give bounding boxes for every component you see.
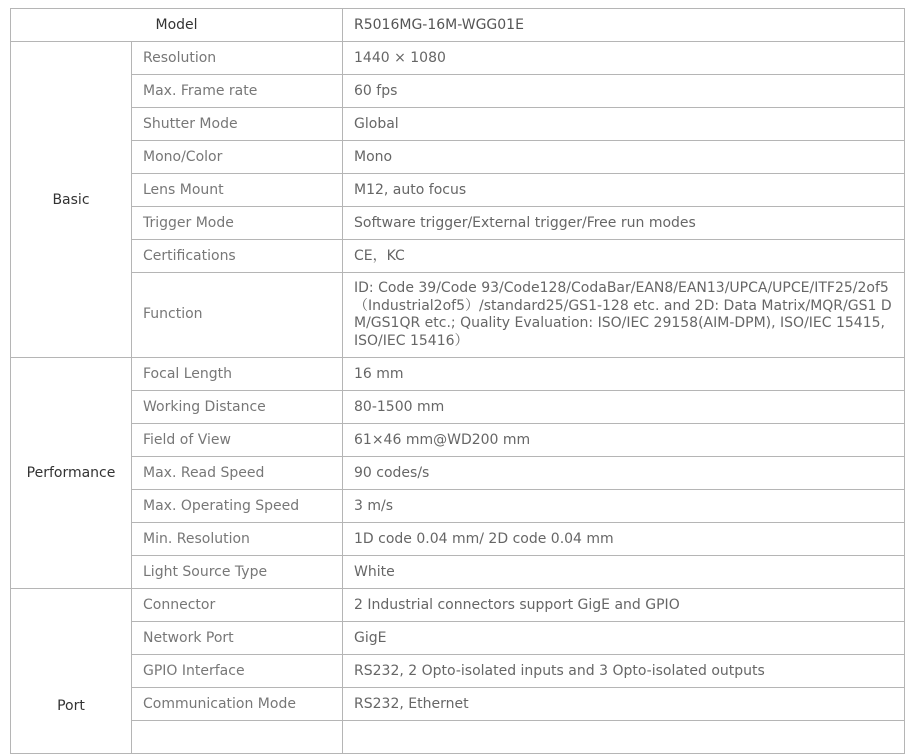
table-row [11, 358, 905, 391]
spec-value: 61×46 mm@WD200 mm [343, 424, 905, 457]
spec-value: 80-1500 mm [343, 391, 905, 424]
table-row [11, 42, 905, 75]
spec-label: Network Port [132, 622, 343, 655]
spec-label: Mono/Color [132, 141, 343, 174]
spec-label: GPIO Interface [132, 655, 343, 688]
table-row [11, 424, 905, 457]
spec-value: 3 m/s [343, 490, 905, 523]
table-row [11, 240, 905, 273]
spec-label: Working Distance [132, 391, 343, 424]
table-row [11, 523, 905, 556]
table-row [11, 108, 905, 141]
spec-value: CE，KC [343, 240, 905, 273]
model-value: R5016MG-16M-WGG01E [343, 9, 905, 42]
spec-label: Connector [132, 589, 343, 622]
table-row [11, 141, 905, 174]
spec-value: 16 mm [343, 358, 905, 391]
model-label: Model [11, 9, 343, 42]
spec-label: Focal Length [132, 358, 343, 391]
table-row [11, 457, 905, 490]
group-basic: Basic [11, 42, 132, 358]
group-performance: Performance [11, 358, 132, 589]
spec-label: Certifications [132, 240, 343, 273]
table-row [11, 75, 905, 108]
spec-value [343, 721, 905, 754]
table-row [11, 207, 905, 240]
spec-value: Global [343, 108, 905, 141]
spec-label: Max. Read Speed [132, 457, 343, 490]
spec-label: Max. Frame rate [132, 75, 343, 108]
spec-value: White [343, 556, 905, 589]
spec-label: Light Source Type [132, 556, 343, 589]
spec-label: Resolution [132, 42, 343, 75]
spec-value: 2 Industrial connectors support GigE and GPIO [343, 589, 905, 622]
table-row [11, 273, 905, 358]
spec-label: Max. Operating Speed [132, 490, 343, 523]
spec-label [132, 721, 343, 754]
spec-value: M12, auto focus [343, 174, 905, 207]
spec-value: GigE [343, 622, 905, 655]
table-row [11, 174, 905, 207]
table-row [11, 721, 905, 754]
table-row [11, 490, 905, 523]
spec-label: Trigger Mode [132, 207, 343, 240]
spec-label: Lens Mount [132, 174, 343, 207]
spec-value: ID: Code 39/Code 93/Code128/CodaBar/EAN8/EAN13/UPCA/UPCE/ITF25/2of5（Industrial2of5）/standard25/GS1-128 etc. and 2D: Data Matrix/MQR/GS1 DM/GS1QR etc.; Quality Evaluation: ISO/IEC 29158(AIM-DPM), ISO/IEC 15415, ISO/IEC 15416） [343, 273, 905, 358]
table-row [11, 556, 905, 589]
spec-label: Function [132, 273, 343, 358]
spec-value: 60 fps [343, 75, 905, 108]
spec-label: Communication Mode [132, 688, 343, 721]
table-row [11, 589, 905, 622]
table-row [11, 688, 905, 721]
table-row [11, 391, 905, 424]
spec-table [10, 8, 905, 754]
spec-value: 1440 × 1080 [343, 42, 905, 75]
spec-value: 90 codes/s [343, 457, 905, 490]
spec-value: Software trigger/External trigger/Free run modes [343, 207, 905, 240]
spec-value: 1D code 0.04 mm/ 2D code 0.04 mm [343, 523, 905, 556]
table-row [11, 655, 905, 688]
spec-value: Mono [343, 141, 905, 174]
spec-label: Min. Resolution [132, 523, 343, 556]
spec-label: Field of View [132, 424, 343, 457]
spec-value: RS232, 2 Opto-isolated inputs and 3 Opto-isolated outputs [343, 655, 905, 688]
table-row [11, 622, 905, 655]
spec-value: RS232, Ethernet [343, 688, 905, 721]
table-row-model [11, 9, 905, 42]
spec-label: Shutter Mode [132, 108, 343, 141]
group-port: Port [11, 589, 132, 754]
